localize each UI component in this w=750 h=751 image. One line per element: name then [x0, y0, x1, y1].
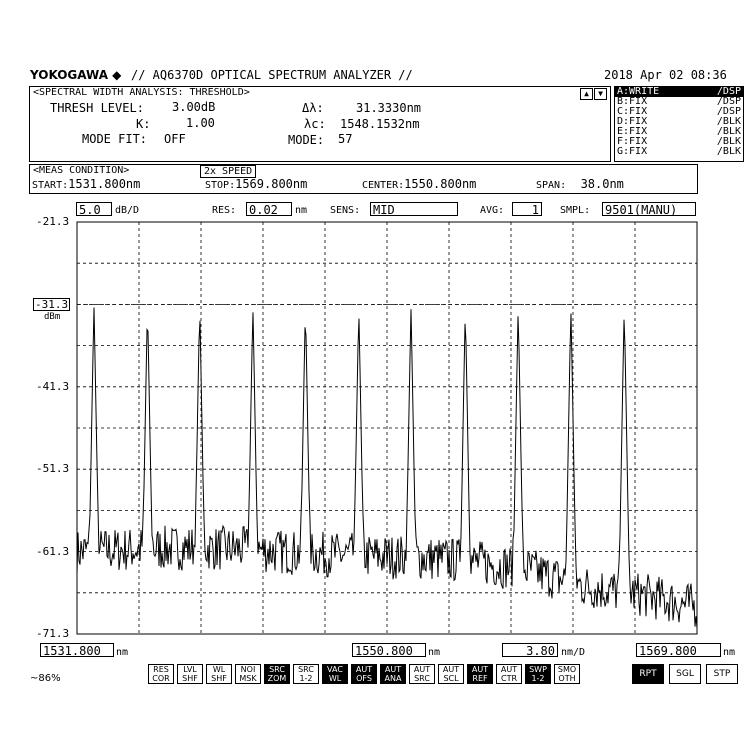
start-label: START:	[32, 180, 69, 191]
trace-state: /BLK	[716, 136, 741, 147]
softkey-bottom: SHF	[211, 674, 227, 683]
mode-fit-value: OFF	[164, 132, 186, 146]
center-value: 1550.800nm	[404, 177, 477, 191]
datetime: 2018 Apr 02 08:36	[604, 68, 727, 82]
thresh-level-value: 3.00dB	[172, 100, 216, 114]
softkey-top: AUT	[500, 665, 518, 674]
trace-state: /DSP	[716, 86, 741, 97]
softkey-lvl-shf[interactable]	[177, 664, 203, 684]
softkey-src-zom[interactable]	[264, 664, 290, 684]
x-start-field[interactable]: 1531.800	[40, 643, 114, 657]
softkey-bottom: ANA	[384, 674, 402, 683]
softkey-aut-ana[interactable]	[380, 664, 406, 684]
smpl-field[interactable]: 9501(MANU)	[602, 202, 696, 216]
softkey-aut-ctr[interactable]	[496, 664, 522, 684]
res-field[interactable]: 0.02	[246, 202, 292, 216]
softkey-top: AUT	[471, 665, 489, 674]
softkey-bottom: REF	[472, 674, 488, 683]
delta-lambda-label: Δλ:	[302, 101, 324, 115]
trace-label: G:FIX	[617, 146, 648, 157]
x-div-field[interactable]: 3.80	[502, 643, 558, 657]
softkey-aut-scl[interactable]	[438, 664, 464, 684]
y-tick-label: -51.3	[36, 462, 70, 476]
softkey-bottom: 1-2	[299, 674, 313, 683]
softkey-wl-shf[interactable]	[206, 664, 232, 684]
sweep-button-stp[interactable]: STP	[706, 664, 738, 684]
delta-lambda-value: 31.3330nm	[356, 101, 422, 115]
stop-value: 1569.800nm	[235, 177, 308, 191]
softkey-aut-src[interactable]	[409, 664, 435, 684]
stop-label: STOP:	[205, 180, 236, 191]
softkey-aut-ref[interactable]	[467, 664, 493, 684]
trace-label: B:FIX	[617, 96, 648, 107]
x-stop-unit: nm	[723, 647, 736, 658]
k-label: K:	[136, 117, 151, 131]
y-tick-label: -21.3	[36, 215, 70, 228]
trace-label: D:FIX	[617, 116, 648, 127]
softkey-top: VAC	[327, 665, 343, 674]
thresh-level-label: THRESH LEVEL:	[50, 101, 144, 115]
softkey-top: SWP	[529, 665, 547, 674]
trace-state: /BLK	[716, 116, 741, 127]
x-stop-field[interactable]: 1569.800	[636, 643, 721, 657]
res-label: RES:	[212, 205, 237, 216]
y-tick-label: -61.3	[36, 544, 70, 558]
trace-label: E:FIX	[617, 126, 648, 137]
sens-field[interactable]: MID	[370, 202, 458, 216]
softkey-top: SRC	[298, 665, 314, 674]
softkey-bottom: 1-2	[531, 674, 545, 683]
softkey-top: NOI	[240, 665, 256, 674]
x-center-field[interactable]: 1550.800	[352, 643, 426, 657]
softkey-res-cor[interactable]	[148, 664, 174, 684]
softkey-top: AUT	[442, 665, 460, 674]
softkey-bottom: SHF	[182, 674, 198, 683]
k-value: 1.00	[186, 116, 215, 130]
softkey-bottom: OFS	[356, 674, 372, 683]
x-center-unit: nm	[428, 647, 441, 658]
mode-label: MODE:	[288, 133, 325, 147]
instrument-title: // AQ6370D OPTICAL SPECTRUM ANALYZER //	[131, 68, 413, 82]
scale-field[interactable]: 5.0	[76, 202, 112, 216]
trace-label: F:FIX	[617, 136, 648, 147]
softkey-src-1-2[interactable]	[293, 664, 319, 684]
trace-label: A:WRITE	[617, 86, 660, 97]
y-tick-label: -31.3	[35, 298, 69, 312]
trace-state: /BLK	[716, 146, 741, 157]
start-value: 1531.800nm	[68, 177, 141, 191]
softkey-bottom: OTH	[558, 674, 576, 683]
softkey-bottom: ZOM	[267, 674, 287, 683]
span-value: 38.0nm	[580, 177, 624, 191]
trace-state: /DSP	[716, 106, 741, 117]
lambda-c-label: λc:	[304, 117, 326, 131]
softkey-top: AUT	[413, 665, 431, 674]
softkey-swp-1-2[interactable]	[525, 664, 551, 684]
trace-label: C:FIX	[617, 106, 648, 117]
avg-label: AVG:	[480, 205, 505, 216]
softkey-vac-wl[interactable]	[322, 664, 348, 684]
trace-state: /DSP	[716, 96, 741, 107]
softkey-noi-msk[interactable]	[235, 664, 261, 684]
scroll-up-icon[interactable]: ▲	[580, 88, 593, 100]
softkey-bottom: CTR	[500, 674, 518, 683]
softkey-top: WL	[212, 665, 226, 674]
x-div-unit: nm/D	[561, 647, 586, 658]
softkey-bottom: MSK	[239, 674, 257, 683]
trace-state: /BLK	[716, 126, 741, 137]
y-tick-label: -41.3	[36, 379, 70, 393]
softkey-top: AUT	[384, 665, 402, 674]
softkey-smo-oth[interactable]	[554, 664, 580, 684]
avg-field[interactable]: 1	[512, 202, 542, 216]
y-tick-label: -71.3	[36, 627, 70, 640]
progress-indicator: ~86%	[30, 673, 61, 684]
analysis-heading: <SPECTRAL WIDTH ANALYSIS: THRESHOLD>	[33, 87, 250, 98]
softkey-bottom: SCL	[443, 674, 459, 683]
mode-value: 57	[338, 132, 353, 146]
scale-unit: dB/D	[115, 205, 140, 216]
softkey-bottom: SRC	[414, 674, 430, 683]
x-start-unit: nm	[116, 647, 129, 658]
sweep-button-sgl[interactable]: SGL	[669, 664, 701, 684]
speed-badge: 2x SPEED	[200, 165, 256, 178]
softkey-top: LVL	[183, 665, 197, 674]
brand-logo: YOKOGAWA ◆	[30, 68, 122, 82]
softkey-top: AUT	[355, 665, 373, 674]
scroll-down-icon[interactable]: ▼	[594, 88, 607, 100]
softkey-bottom: WL	[328, 674, 342, 683]
sweep-button-rpt[interactable]: RPT	[632, 664, 664, 684]
softkey-top: SMO	[557, 665, 577, 674]
mode-fit-label: MODE FIT:	[82, 132, 148, 146]
softkey-top: RES	[153, 665, 169, 674]
softkey-bottom: COR	[152, 674, 170, 683]
softkey-top: SRC	[269, 665, 285, 674]
span-label: SPAN:	[536, 180, 567, 191]
softkey-aut-ofs[interactable]	[351, 664, 377, 684]
y-unit-label: dBm	[44, 312, 61, 322]
smpl-label: SMPL:	[560, 205, 591, 216]
res-unit: nm	[295, 205, 308, 216]
center-label: CENTER:	[362, 180, 405, 191]
lambda-c-value: 1548.1532nm	[340, 117, 420, 131]
meas-heading: <MEAS CONDITION>	[33, 165, 130, 176]
sens-label: SENS:	[330, 205, 361, 216]
